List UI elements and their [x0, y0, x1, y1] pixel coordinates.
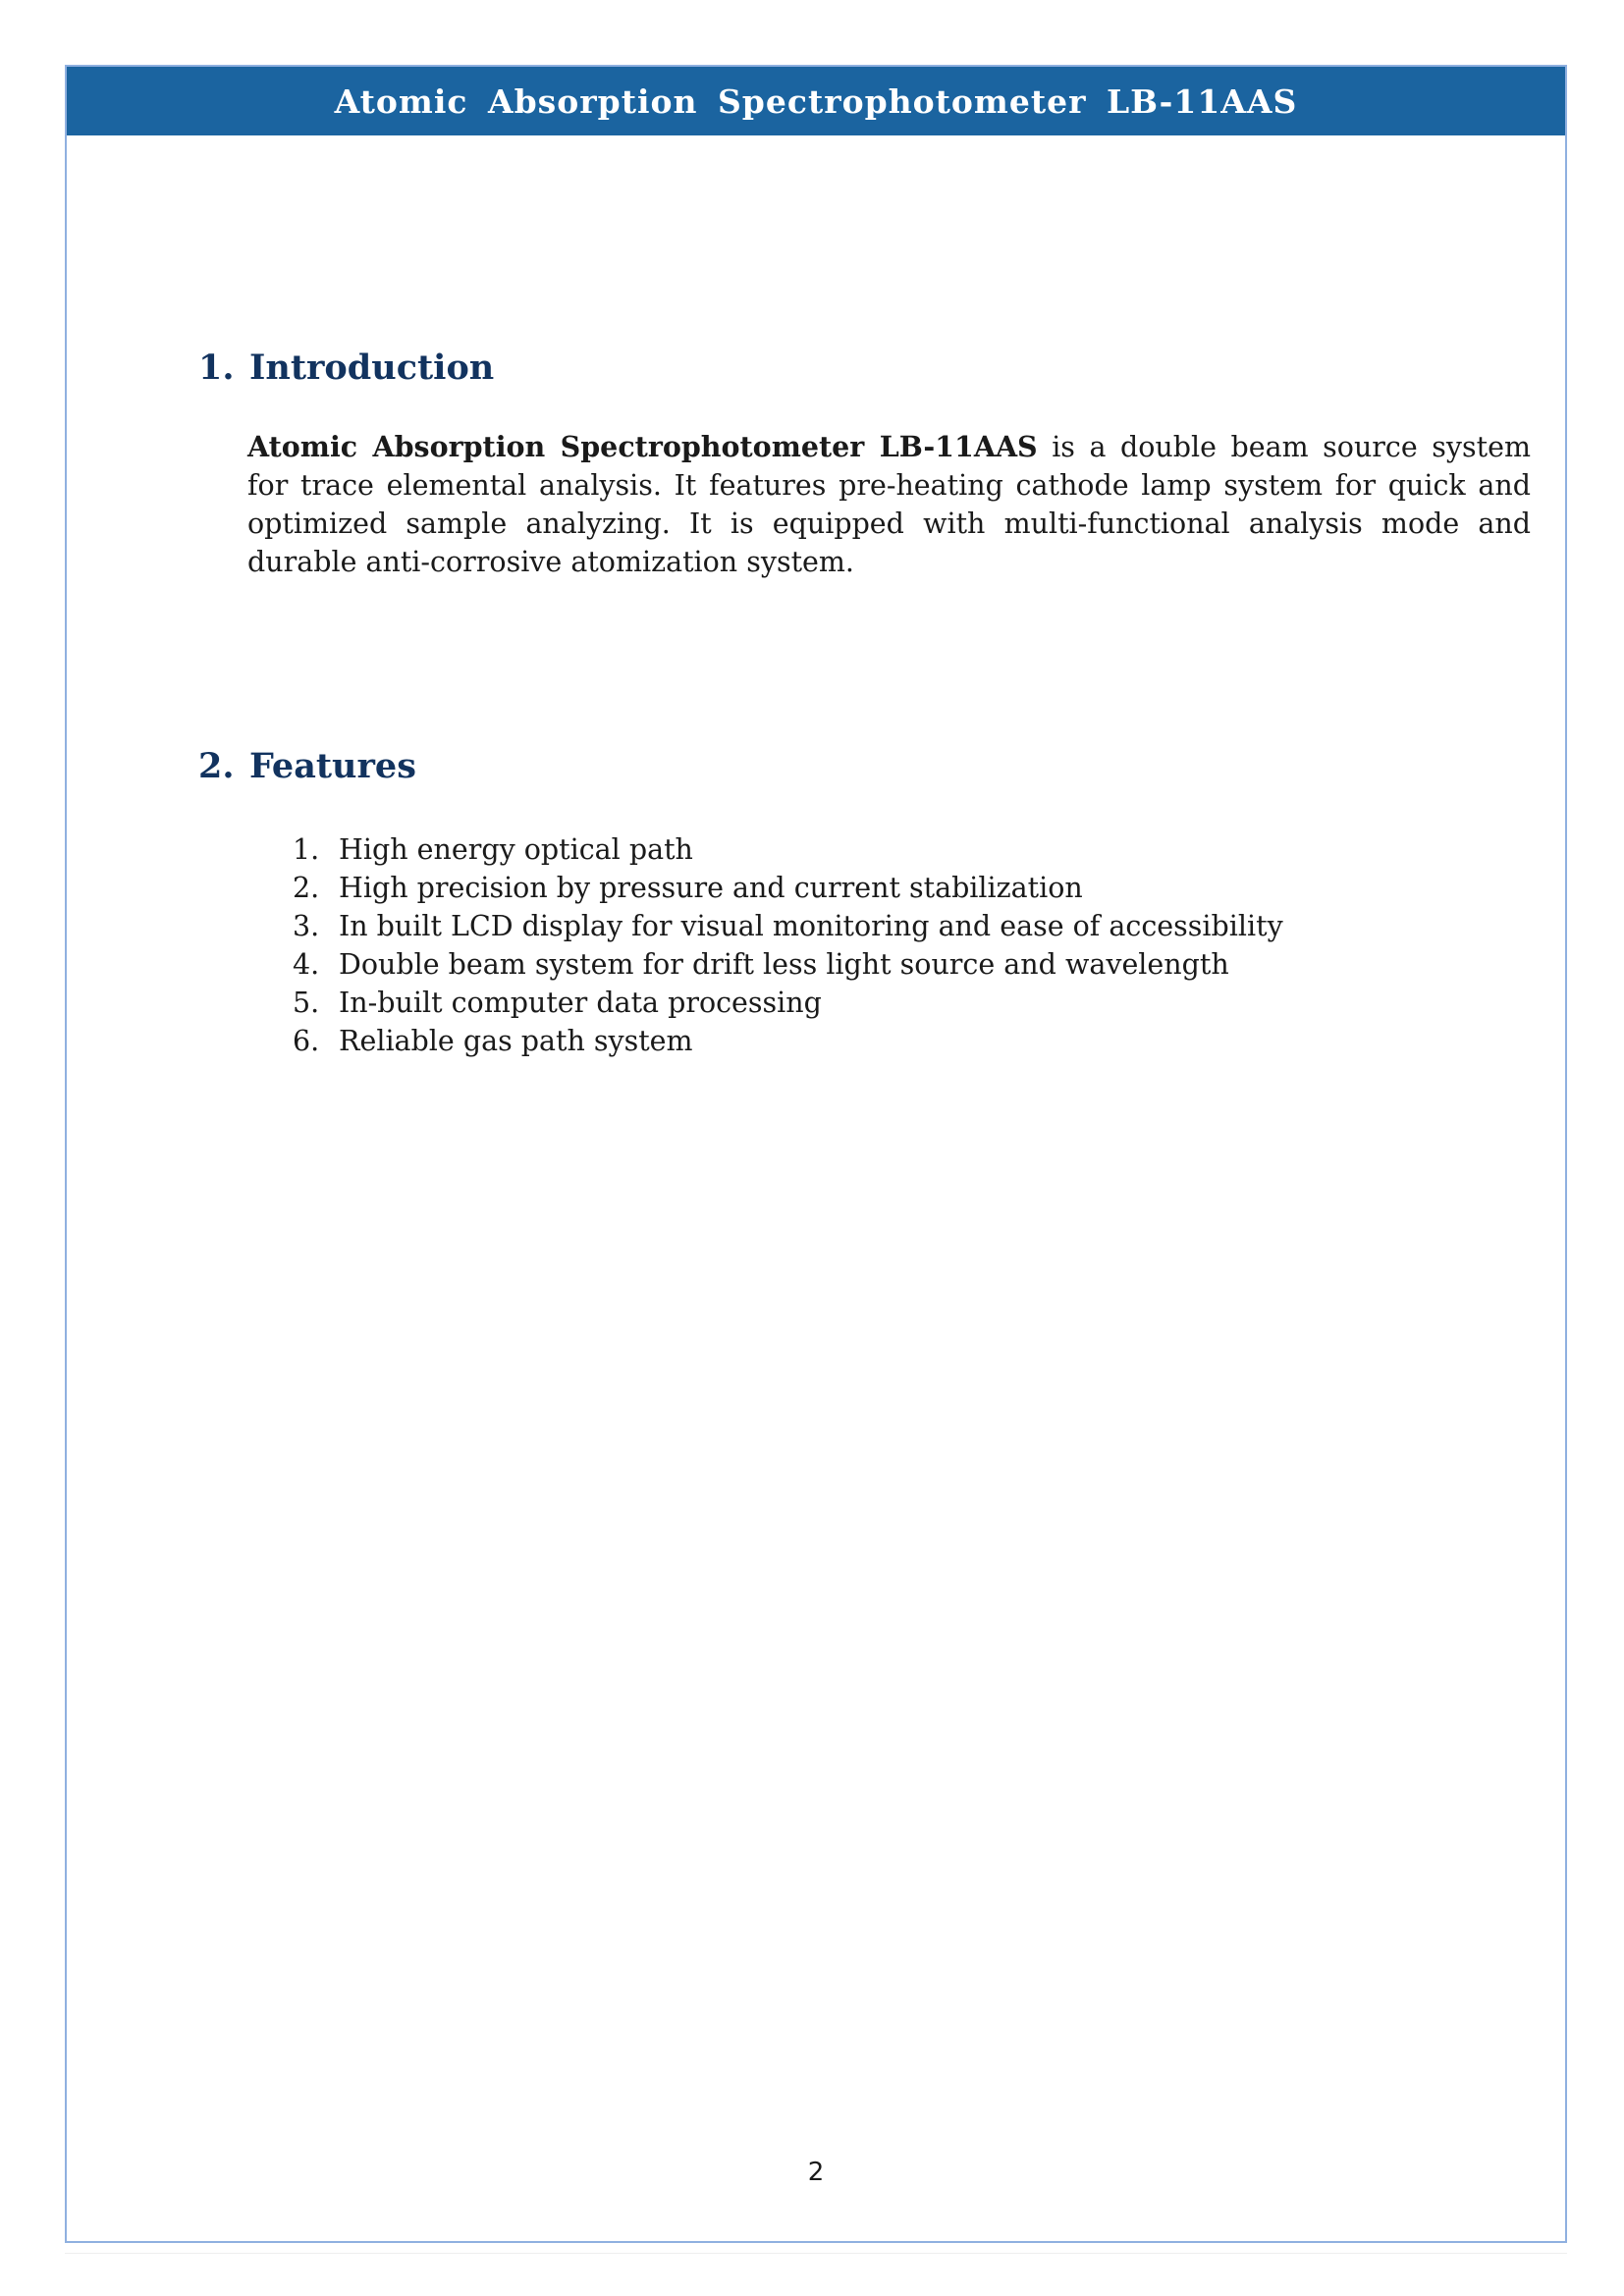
section-heading-features	[198, 746, 416, 786]
list-item-text: High energy optical path	[339, 833, 693, 866]
list-item-text: Reliable gas path system	[339, 1025, 693, 1057]
list-item-number: 2.	[293, 872, 320, 904]
list-item	[293, 907, 1283, 945]
section-heading-introduction	[198, 347, 494, 388]
section-title: Features	[249, 746, 416, 786]
document-title: Atomic Absorption Spectrophotometer LB-11AAS	[334, 81, 1298, 121]
list-item-text: In built LCD display for visual monitoring and ease of accessibility	[339, 910, 1283, 942]
section-number: 2.	[198, 746, 235, 786]
list-item	[293, 1022, 1283, 1060]
list-item-number: 6.	[293, 1025, 320, 1057]
list-item-number: 5.	[293, 987, 320, 1019]
list-item	[293, 945, 1283, 984]
introduction-paragraph	[247, 428, 1531, 581]
product-name: Atomic Absorption Spectrophotometer LB-11AAS	[247, 430, 1038, 463]
list-item-number: 4.	[293, 948, 320, 981]
features-list	[293, 830, 1283, 1060]
list-item-number: 3.	[293, 910, 320, 942]
list-item-text: Double beam system for drift less light source and wavelength	[339, 948, 1229, 981]
list-item-text: High precision by pressure and current stabilization	[339, 872, 1083, 904]
list-item	[293, 830, 1283, 869]
title-bar	[67, 67, 1565, 135]
list-item-text: In-built computer data processing	[339, 987, 822, 1019]
section-title: Introduction	[249, 347, 495, 388]
page-frame	[65, 65, 1567, 2243]
bottom-rule	[65, 2253, 1567, 2254]
page-number: 2	[807, 2158, 825, 2187]
list-item	[293, 869, 1283, 907]
introduction-body: is a double beam source system for trace elemental analysis. It features pre-heating cathode lamp system for quick and optimized sample analyzing. It is equipped with multi-functional analysis mode and durable anti-corrosive atomization system.	[247, 431, 1531, 578]
list-item	[293, 984, 1283, 1022]
list-item-number: 1.	[293, 833, 320, 866]
section-number: 1.	[198, 347, 235, 388]
